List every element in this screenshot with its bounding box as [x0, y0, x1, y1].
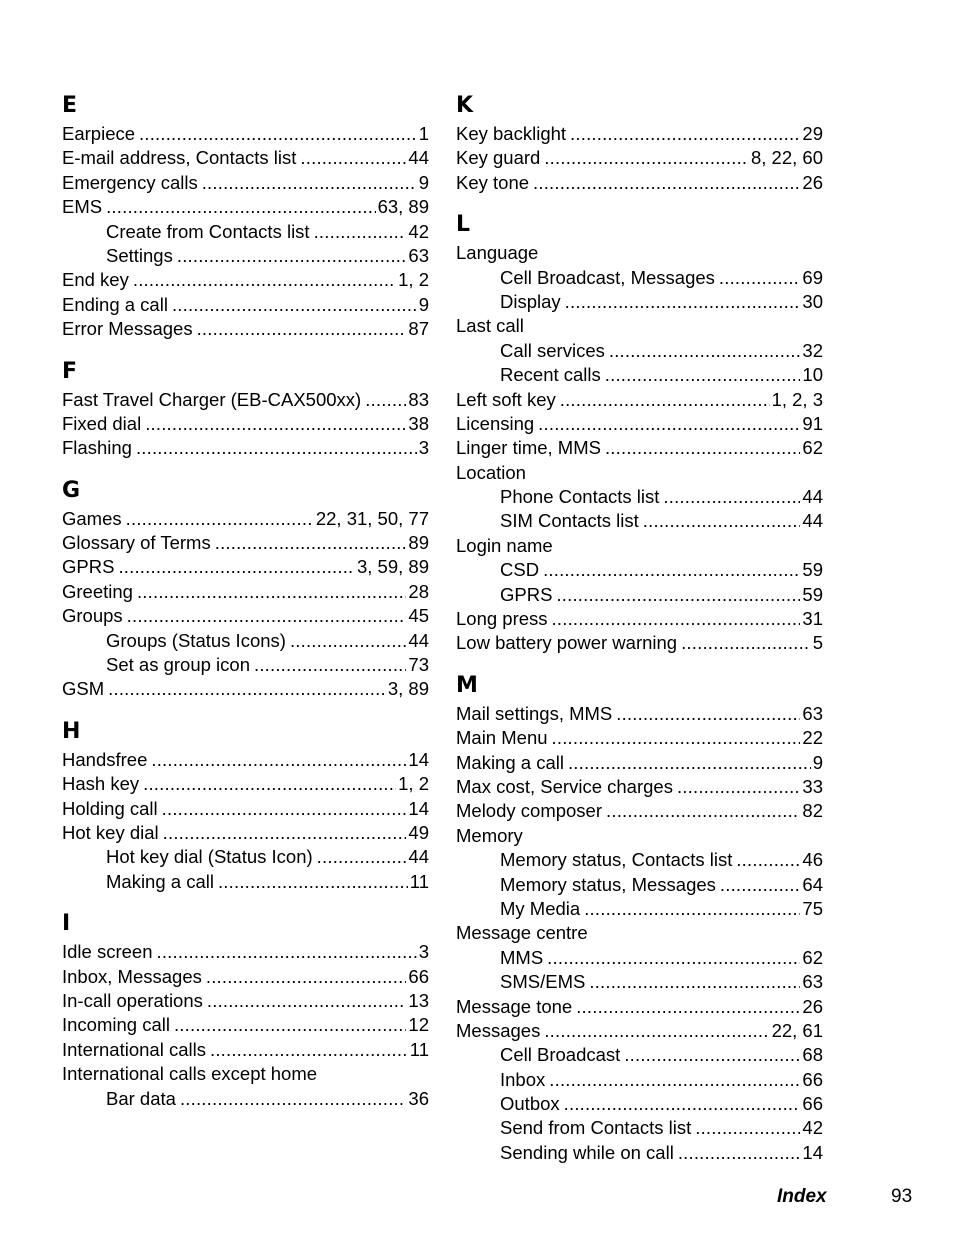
index-entry	[456, 824, 823, 848]
index-entry	[62, 580, 429, 604]
entry-page-numbers: 9	[418, 171, 429, 193]
index-subentry	[456, 485, 823, 509]
index-entry	[62, 797, 429, 821]
dot-leader	[133, 268, 396, 292]
section-letter: E	[62, 93, 78, 118]
index-subentry	[456, 873, 823, 897]
index-entry	[62, 1013, 429, 1037]
dot-leader	[139, 122, 417, 146]
entry-page-numbers: 83	[408, 388, 429, 410]
index-entry	[456, 726, 823, 750]
dot-leader	[552, 726, 801, 750]
entry-page-numbers: 9	[418, 293, 429, 315]
entry-term: Location	[456, 461, 526, 483]
index-entry	[62, 965, 429, 989]
entry-term: Settings	[106, 244, 173, 266]
dot-leader	[290, 629, 406, 653]
dot-leader	[609, 339, 801, 363]
index-entry	[456, 171, 823, 195]
index-entry	[456, 751, 823, 775]
entry-page-numbers: 68	[802, 1044, 823, 1066]
entry-term: Melody composer	[456, 800, 603, 822]
dot-leader	[106, 195, 375, 219]
entry-term: Long press	[456, 608, 548, 630]
entry-term: Cell Broadcast	[500, 1044, 621, 1066]
dot-leader	[556, 583, 800, 607]
dot-leader	[533, 171, 800, 195]
entry-term: Max cost, Service charges	[456, 775, 673, 797]
index-entry	[62, 195, 429, 219]
entry-term: Fast Travel Charger (EB-CAX500xx)	[62, 388, 362, 410]
entry-page-numbers: 82	[802, 800, 823, 822]
entry-term: Sending while on call	[500, 1141, 674, 1163]
index-column-right	[456, 88, 823, 1165]
entry-term: Create from Contacts list	[106, 220, 310, 242]
dot-leader	[215, 531, 407, 555]
index-entry	[456, 314, 823, 338]
entry-page-numbers: 5	[812, 632, 823, 654]
entry-page-numbers: 22, 31, 50, 77	[315, 507, 429, 529]
dot-leader	[570, 122, 800, 146]
index-entry	[456, 461, 823, 485]
index-entry	[62, 555, 429, 579]
entry-page-numbers: 63	[408, 244, 429, 266]
entry-page-numbers: 44	[408, 846, 429, 868]
dot-leader	[606, 799, 800, 823]
index-entry	[456, 388, 823, 412]
index-entry	[62, 1062, 429, 1086]
index-subentry	[456, 509, 823, 533]
index-entry	[456, 436, 823, 460]
entry-term: Fixed dial	[62, 412, 142, 434]
entry-page-numbers: 10	[802, 364, 823, 386]
entry-term: Licensing	[456, 412, 535, 434]
index-subentry	[62, 629, 429, 653]
entry-page-numbers: 11	[409, 870, 429, 892]
entry-term: Message tone	[456, 995, 573, 1017]
section-letter: G	[62, 477, 81, 503]
index-subentry	[62, 845, 429, 869]
dot-leader	[126, 507, 314, 531]
entry-page-numbers: 3, 59, 89	[356, 556, 429, 578]
entry-page-numbers	[557, 534, 559, 558]
index-subentry	[456, 970, 823, 994]
index-entry	[456, 995, 823, 1019]
index-subentry	[456, 363, 823, 387]
entry-page-numbers: 44	[802, 510, 823, 532]
entry-term: Handsfree	[62, 748, 148, 770]
entry-term: Cell Broadcast, Messages	[500, 266, 715, 288]
dot-leader	[720, 873, 801, 897]
index-entry	[62, 388, 429, 412]
index-entry	[62, 171, 429, 195]
entry-page-numbers: 91	[802, 412, 823, 434]
entry-term: Main Menu	[456, 727, 548, 749]
entry-page-numbers: 38	[408, 412, 429, 434]
index-entry	[456, 1019, 823, 1043]
entry-page-numbers: 42	[408, 220, 429, 242]
entry-term: EMS	[62, 196, 103, 218]
dot-leader	[163, 821, 407, 845]
dot-leader	[677, 775, 800, 799]
entry-page-numbers: 66	[802, 1093, 823, 1115]
index-entry	[456, 412, 823, 436]
entry-term: Key tone	[456, 171, 530, 193]
dot-leader	[565, 290, 801, 314]
index-subentry	[456, 1043, 823, 1067]
dot-leader	[108, 677, 386, 701]
index-entry	[62, 507, 429, 531]
entry-page-numbers	[321, 1062, 323, 1086]
index-entry	[62, 531, 429, 555]
index-subentry	[456, 1141, 823, 1165]
index-entry	[456, 631, 823, 655]
entry-page-numbers: 28	[408, 580, 429, 602]
entry-term: Emergency calls	[62, 171, 198, 193]
entry-page-numbers: 31	[802, 608, 823, 630]
entry-page-numbers: 3, 89	[387, 678, 429, 700]
dot-leader	[552, 607, 801, 631]
dot-leader	[300, 146, 406, 170]
dot-leader	[202, 171, 417, 195]
index-subentry	[62, 653, 429, 677]
entry-term: My Media	[500, 897, 581, 919]
entry-term: Bar data	[106, 1087, 176, 1109]
entry-term: Language	[456, 242, 539, 264]
dot-leader	[576, 995, 800, 1019]
index-subentry	[456, 290, 823, 314]
index-entry	[62, 268, 429, 292]
dot-leader	[589, 970, 800, 994]
index-entry	[62, 122, 429, 146]
entry-page-numbers: 59	[802, 583, 823, 605]
dot-leader	[317, 845, 407, 869]
entry-page-numbers	[592, 921, 594, 945]
entry-term: Making a call	[106, 870, 214, 892]
section-letter: L	[456, 212, 471, 238]
index-entry	[62, 677, 429, 701]
entry-term: Holding call	[62, 797, 158, 819]
entry-term: Flashing	[62, 437, 132, 459]
index-entry	[62, 317, 429, 341]
dot-leader	[681, 631, 811, 655]
entry-term: Memory status, Messages	[500, 873, 716, 895]
index-subentry	[62, 244, 429, 268]
entry-page-numbers: 22	[802, 727, 823, 749]
entry-page-numbers: 1, 2	[398, 269, 429, 291]
entry-page-numbers: 26	[802, 171, 823, 193]
entry-term: SMS/EMS	[500, 971, 586, 993]
entry-page-numbers: 89	[408, 532, 429, 554]
index-entry	[62, 989, 429, 1013]
entry-term: International calls	[62, 1038, 206, 1060]
entry-term: Messages	[456, 1019, 541, 1041]
entry-term: Key guard	[456, 147, 541, 169]
entry-term: Recent calls	[500, 364, 601, 386]
entry-page-numbers: 14	[408, 797, 429, 819]
index-entry	[62, 772, 429, 796]
index-subentry	[456, 1068, 823, 1092]
dot-leader	[207, 989, 407, 1013]
dot-leader	[254, 653, 406, 677]
entry-page-numbers: 62	[802, 437, 823, 459]
entry-page-numbers: 44	[408, 629, 429, 651]
section-letter: F	[62, 358, 78, 384]
entry-term: Call services	[500, 339, 605, 361]
entry-term: GPRS	[62, 556, 115, 578]
entry-page-numbers: 73	[408, 654, 429, 676]
entry-page-numbers: 26	[802, 995, 823, 1017]
index-subentry	[456, 848, 823, 872]
entry-page-numbers: 33	[802, 775, 823, 797]
entry-term: Idle screen	[62, 941, 153, 963]
entry-page-numbers: 45	[408, 605, 429, 627]
dot-leader	[538, 412, 800, 436]
entry-page-numbers: 29	[802, 123, 823, 144]
index-entry	[456, 921, 823, 945]
entry-term: Glossary of Terms	[62, 532, 211, 554]
index-subentry	[62, 870, 429, 894]
entry-term: End key	[62, 269, 129, 291]
footer-page-number: 93	[891, 1186, 913, 1207]
entry-term: MMS	[500, 946, 544, 968]
entry-page-numbers: 1, 2, 3	[771, 388, 823, 410]
dot-leader	[145, 412, 406, 436]
entry-page-numbers: 13	[408, 989, 429, 1011]
entry-term: Groups	[62, 605, 123, 627]
entry-term: Outbox	[500, 1093, 560, 1115]
index-subentry	[456, 339, 823, 363]
entry-term: Error Messages	[62, 318, 193, 340]
entry-page-numbers: 69	[802, 266, 823, 288]
dot-leader	[151, 748, 406, 772]
entry-term: International calls except home	[62, 1063, 318, 1085]
dot-leader	[197, 317, 407, 341]
index-entry	[456, 146, 823, 170]
entry-term: Message centre	[456, 922, 588, 944]
index-entry	[62, 146, 429, 170]
entry-term: GSM	[62, 678, 105, 700]
dot-leader	[127, 604, 407, 628]
index-entry	[456, 241, 823, 265]
index-entry	[62, 293, 429, 317]
entry-term: Linger time, MMS	[456, 437, 601, 459]
dot-leader	[172, 293, 417, 317]
entry-term: Display	[500, 290, 561, 312]
dot-leader	[568, 751, 811, 775]
entry-page-numbers: 62	[802, 946, 823, 968]
entry-page-numbers: 44	[408, 147, 429, 169]
index-subentry	[456, 1092, 823, 1116]
entry-term: Hot key dial	[62, 821, 159, 843]
dot-leader	[678, 1141, 801, 1165]
index-entry	[456, 122, 823, 146]
index-entry	[456, 534, 823, 558]
entry-term: Hash key	[62, 773, 140, 795]
entry-page-numbers: 9	[812, 751, 823, 773]
entry-term: Ending a call	[62, 293, 168, 315]
index-entry	[456, 799, 823, 823]
dot-leader	[180, 1087, 406, 1111]
entry-page-numbers: 1, 2	[398, 773, 429, 795]
index-entry	[62, 821, 429, 845]
dot-leader	[605, 436, 800, 460]
index-subentry	[456, 1116, 823, 1140]
dot-leader	[624, 1043, 800, 1067]
dot-leader	[206, 965, 407, 989]
entry-page-numbers: 14	[802, 1141, 823, 1163]
dot-leader	[136, 436, 417, 460]
dot-leader	[174, 1013, 406, 1037]
dot-leader	[719, 266, 801, 290]
entry-term: Making a call	[456, 751, 564, 773]
entry-page-numbers: 75	[802, 897, 823, 919]
entry-page-numbers: 42	[802, 1117, 823, 1139]
index-entry	[62, 748, 429, 772]
entry-page-numbers: 63	[802, 702, 823, 724]
index-entry	[456, 702, 823, 726]
entry-page-numbers: 87	[408, 318, 429, 340]
entry-term: Send from Contacts list	[500, 1117, 692, 1139]
entry-page-numbers: 22, 61	[771, 1019, 823, 1041]
page-footer	[0, 1186, 954, 1212]
dot-leader	[560, 388, 770, 412]
dot-leader	[549, 1068, 800, 1092]
entry-page-numbers: 66	[802, 1068, 823, 1090]
entry-page-numbers: 44	[802, 486, 823, 508]
entry-page-numbers: 64	[802, 873, 823, 895]
entry-term: Inbox, Messages	[62, 965, 202, 987]
index-subentry	[456, 558, 823, 582]
dot-leader	[218, 870, 408, 894]
entry-page-numbers: 11	[409, 1038, 429, 1060]
index-entry	[62, 1038, 429, 1062]
entry-page-numbers: 12	[408, 1014, 429, 1036]
entry-term: Inbox	[500, 1068, 546, 1090]
entry-term: Games	[62, 507, 122, 529]
entry-page-numbers: 46	[802, 849, 823, 871]
entry-term: Login name	[456, 534, 553, 556]
dot-leader	[736, 848, 800, 872]
index-entry	[62, 412, 429, 436]
section-letter: H	[62, 718, 81, 744]
dot-leader	[663, 485, 800, 509]
dot-leader	[157, 940, 417, 964]
entry-page-numbers: 1	[418, 123, 429, 144]
dot-leader	[643, 509, 801, 533]
dot-leader	[605, 363, 801, 387]
dot-leader	[547, 946, 800, 970]
entry-term: Last call	[456, 315, 524, 337]
dot-leader	[365, 388, 406, 412]
entry-page-numbers	[528, 314, 530, 338]
dot-leader	[314, 220, 407, 244]
entry-page-numbers	[527, 824, 529, 848]
section-letter: K	[456, 93, 474, 118]
dot-leader	[162, 797, 407, 821]
dot-leader	[616, 702, 800, 726]
dot-leader	[544, 146, 749, 170]
dot-leader	[695, 1116, 800, 1140]
entry-page-numbers: 14	[408, 748, 429, 770]
entry-term: Key backlight	[456, 123, 567, 144]
entry-page-numbers: 8, 22, 60	[750, 147, 823, 169]
entry-term: GPRS	[500, 583, 553, 605]
index-subentry	[456, 266, 823, 290]
entry-page-numbers: 49	[408, 821, 429, 843]
index-subentry	[456, 897, 823, 921]
entry-term: E-mail address, Contacts list	[62, 147, 297, 169]
index-entry	[62, 436, 429, 460]
entry-term: Groups (Status Icons)	[106, 629, 286, 651]
dot-leader	[137, 580, 406, 604]
section-letter: I	[62, 911, 71, 937]
dot-leader	[564, 1092, 801, 1116]
dot-leader	[544, 1019, 769, 1043]
index-subentry	[62, 1087, 429, 1111]
entry-page-numbers: 30	[802, 290, 823, 312]
dot-leader	[543, 558, 800, 582]
entry-term: Mail settings, MMS	[456, 702, 613, 724]
entry-term: Hot key dial (Status Icon)	[106, 846, 313, 868]
entry-page-numbers: 63	[802, 971, 823, 993]
index-subentry	[456, 583, 823, 607]
entry-term: Phone Contacts list	[500, 486, 660, 508]
entry-term: Left soft key	[456, 388, 556, 410]
index-subentry	[62, 220, 429, 244]
entry-term: In-call operations	[62, 989, 203, 1011]
index-entry	[456, 775, 823, 799]
entry-term: Earpiece	[62, 123, 136, 144]
entry-term: Low battery power warning	[456, 632, 678, 654]
index-entry	[62, 604, 429, 628]
entry-term: CSD	[500, 559, 540, 581]
entry-term: SIM Contacts list	[500, 510, 639, 532]
index-column-left	[62, 88, 429, 1111]
dot-leader	[584, 897, 800, 921]
entry-page-numbers	[542, 241, 544, 265]
index-entry	[62, 940, 429, 964]
entry-term: Greeting	[62, 580, 133, 602]
dot-leader	[210, 1038, 408, 1062]
dot-leader	[118, 555, 355, 579]
section-letter: M	[456, 672, 478, 698]
entry-term: Memory status, Contacts list	[500, 849, 733, 871]
entry-page-numbers: 63, 89	[377, 196, 429, 218]
entry-page-numbers: 3	[418, 941, 429, 963]
entry-page-numbers: 32	[802, 339, 823, 361]
entry-page-numbers: 59	[802, 559, 823, 581]
entry-page-numbers: 36	[408, 1087, 429, 1109]
dot-leader	[143, 772, 396, 796]
dot-leader	[177, 244, 407, 268]
index-entry	[456, 607, 823, 631]
footer-section-title: Index	[777, 1186, 827, 1207]
index-subentry	[456, 946, 823, 970]
entry-term: Memory	[456, 824, 523, 846]
entry-page-numbers	[530, 461, 532, 485]
entry-page-numbers: 3	[418, 437, 429, 459]
entry-term: Set as group icon	[106, 654, 250, 676]
entry-term: Incoming call	[62, 1014, 170, 1036]
entry-page-numbers: 66	[408, 965, 429, 987]
